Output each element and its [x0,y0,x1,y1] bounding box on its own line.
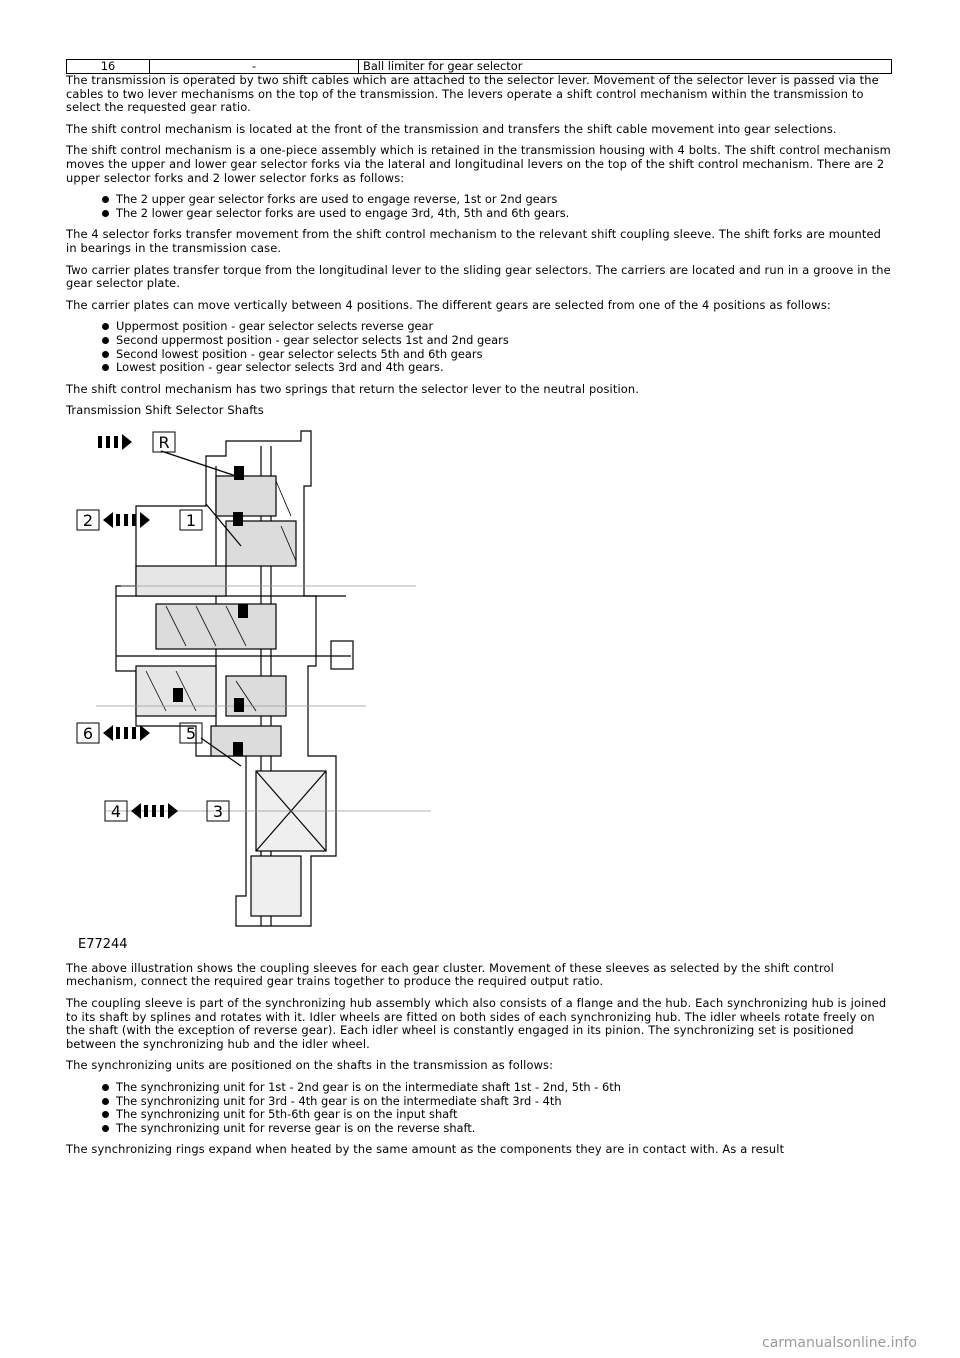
table-row [67,60,892,74]
list-item: The 2 lower gear selector forks are used to engage 3rd, 4th, 5th and 6th gears. [116,207,892,221]
paragraph: The synchronizing rings expand when heated by the same amount as the components they are in contact with. As a result [66,1142,785,1157]
bullet-list [66,320,892,374]
paragraph: The transmission is operated by two shift cables which are attached to the selector lever. Movement of the selector lever is passed via the cables to two lever mechanisms on the top of the transmission. The levers operate a shift control mechanism within the transmission to select the requested gear ratio. [66,73,879,115]
label-5: 5 [185,723,197,743]
paragraph: The shift control mechanism has two springs that return the selector lever to the neutral position. [66,381,640,396]
bullet-list [66,1081,892,1135]
list-item: The synchronizing unit for 5th-6th gear is on the input shaft [116,1108,892,1122]
list-item: Lowest position - gear selector selects 3rd and 4th gears. [116,361,892,375]
list-item: The 2 upper gear selector forks are used to engage reverse, 1st or 2nd gears [116,193,892,207]
label-4: 4 [110,801,122,821]
paragraph: Two carrier plates transfer torque from the longitudinal lever to the sliding gear selectors. The carriers are located and run in a groove in the gear selector plate. [66,262,891,291]
label-2: 2 [82,510,94,530]
manual-page [66,0,892,1165]
figure-reference: E77244 [78,936,128,952]
section-heading: Transmission Shift Selector Shafts [66,403,264,418]
part-dash: - [150,60,359,74]
list-item: Second uppermost position - gear selector selects 1st and 2nd gears [116,334,892,348]
label-1: 1 [185,510,197,530]
paragraph: The 4 selector forks transfer movement from the shift control mechanism to the relevant shift coupling sleeve. The shift forks are mounted in bearings in the transmission case. [66,227,881,255]
parts-table [66,59,892,74]
list-item: The synchronizing unit for 1st - 2nd gear is on the intermediate shaft 1st - 2nd, 5th - 6th [116,1081,892,1095]
shift-selector-illustration [76,426,436,956]
list-item: The synchronizing unit for reverse gear is on the reverse shaft. [116,1122,892,1136]
paragraph: The synchronizing units are positioned on the shafts in the transmission as follows: [66,1058,554,1073]
label-3: 3 [212,801,224,821]
list-item: Uppermost position - gear selector selects reverse gear [116,320,892,334]
list-item: Second lowest position - gear selector selects 5th and 6th gears [116,348,892,362]
paragraph: The carrier plates can move vertically between 4 positions. The different gears are selected from one of the 4 positions as follows: [66,297,831,312]
paragraph: The shift control mechanism is a one-piece assembly which is retained in the transmission housing with 4 bolts. The shift control mechanism moves the upper and lower gear selector forks via the lateral and longitudinal levers on the top of the shift control mechanism. There are 2 upper selector forks and 2 lower selector forks as follows: [66,143,891,185]
part-description: Ball limiter for gear selector [359,60,892,74]
paragraph: The shift control mechanism is located at the front of the transmission and transfers the shift cable movement into gear selections. [66,121,837,136]
paragraph: The coupling sleeve is part of the synchronizing hub assembly which also consists of a flange and the hub. Each synchronizing hub is joined to its shaft by splines and rotates with it. Idler wheels are fitted on both sides of each synchronizing hub. The idler wheels rotate freely on the shaft (with the exception of reverse gear). Each idler wheel is constantly engaged in its pinion. The synchronizing set is positioned between the synchronizing hub and the idler wheel. [66,996,887,1051]
paragraph: The above illustration shows the coupling sleeves for each gear cluster. Movement of these sleeves as selected by the shift control mechanism, connect the required gear trains together to produce the required output ratio. [66,960,834,989]
transmission-diagram [76,426,436,956]
label-6: 6 [82,723,94,743]
bullet-list [66,193,892,220]
label-r: R [158,432,170,452]
part-number: 16 [67,60,150,74]
list-item: The synchronizing unit for 3rd - 4th gear is on the intermediate shaft 3rd - 4th [116,1095,892,1109]
watermark-footer: carmanualsonline.info [762,1335,917,1351]
